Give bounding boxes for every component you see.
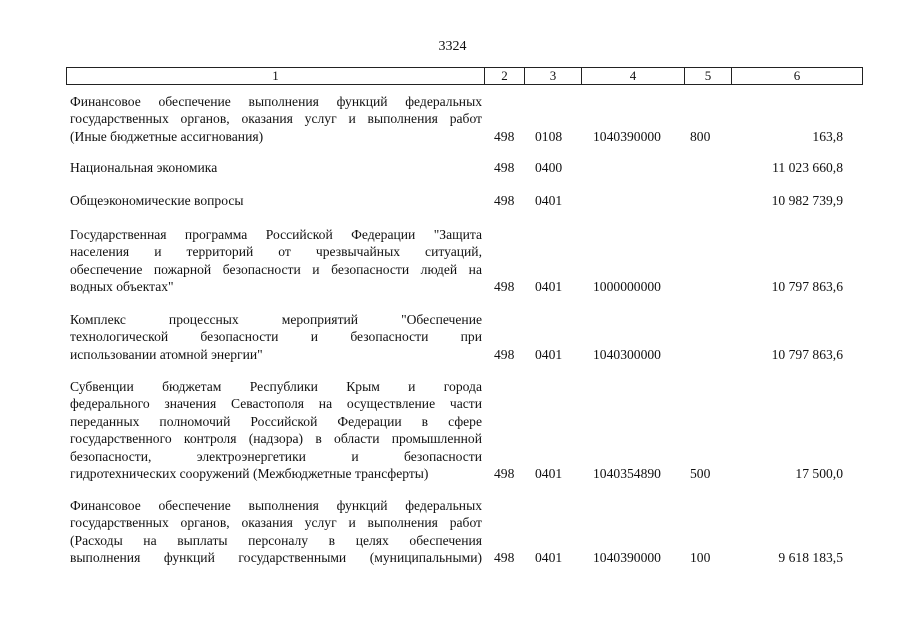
description-line: переданных полномочий Российской Федерации в сфере [70, 413, 482, 429]
description-line: выполнения функций государственными (муниципальными) [70, 550, 482, 566]
description-line: Субвенции бюджетам Республики Крым и города [70, 379, 482, 394]
description-line: Финансовое обеспечение выполнения функций федеральных [70, 94, 482, 109]
description-line: государственного контроля (надзора) в области промышленной [70, 431, 482, 447]
description-line: федерального значения Севастополя на осуществление части [70, 396, 482, 412]
cell-ministry-code: 498 [494, 193, 515, 208]
cell-amount: 11 023 660,8 [772, 160, 843, 175]
cell-amount: 10 982 739,9 [771, 193, 843, 208]
cell-ministry-code: 498 [494, 466, 515, 481]
description-line: Комплекс процессных мероприятий "Обеспечение [70, 312, 482, 327]
row-description [70, 192, 482, 209]
description-line: технологической безопасности и безопасности при [70, 329, 482, 345]
cell-amount: 17 500,0 [795, 466, 843, 481]
cell-ministry-code: 498 [494, 128, 515, 144]
cell-ministry-code: 498 [494, 346, 515, 362]
row-description [70, 378, 482, 482]
cell-target-code: 1040354890 [593, 466, 661, 481]
cell-amount: 9 618 183,5 [778, 550, 843, 566]
description-line: (Иные бюджетные ассигнования) [70, 128, 264, 144]
description-line: государственных органов, оказания услуг и выполнения работ [70, 111, 482, 127]
cell-section-code: 0401 [535, 279, 563, 295]
description-line: использовании атомной энергии" [70, 346, 263, 362]
cell-target-code: 1040390000 [593, 128, 661, 144]
cell-section-code: 0401 [535, 550, 563, 566]
description-line: гидротехнических сооружений (Межбюджетные трансферты) [70, 466, 429, 482]
cell-expense-type: 500 [690, 466, 711, 481]
row-description [70, 93, 482, 145]
description-line: Государственная программа Российской Федерации "Защита [70, 227, 482, 242]
cell-section-code: 0401 [535, 466, 563, 481]
description-line: Финансовое обеспечение выполнения функций федеральных [70, 498, 482, 513]
column-header-2: 2 [484, 68, 524, 84]
cell-expense-type: 800 [690, 128, 711, 144]
column-header-4: 4 [581, 68, 684, 84]
row-description [70, 226, 482, 296]
page-number: 3324 [438, 39, 467, 54]
cell-expense-type: 100 [690, 550, 711, 566]
cell-target-code: 1040300000 [593, 346, 661, 362]
cell-amount: 163,8 [812, 128, 843, 144]
row-description [70, 497, 482, 567]
description-line: государственных органов, оказания услуг и выполнения работ [70, 515, 482, 531]
cell-amount: 10 797 863,6 [771, 279, 843, 295]
column-header-3: 3 [524, 68, 581, 84]
column-header-5: 5 [684, 68, 731, 84]
description-line: Общеэкономические вопросы [70, 193, 244, 208]
column-header-row [66, 67, 863, 85]
description-line: населения и территорий от чрезвычайных ситуаций, [70, 244, 482, 260]
row-description [70, 311, 482, 363]
cell-target-code: 1040390000 [593, 550, 661, 566]
row-description [70, 159, 482, 176]
cell-ministry-code: 498 [494, 279, 515, 295]
cell-section-code: 0108 [535, 128, 563, 144]
description-line: (Расходы на выплаты персоналу в целях обеспечения [70, 532, 482, 548]
cell-amount: 10 797 863,6 [771, 346, 843, 362]
column-header-1: 1 [272, 68, 279, 83]
cell-ministry-code: 498 [494, 160, 515, 175]
description-line: обеспечение пожарной безопасности и безопасности людей на [70, 261, 482, 277]
description-line: безопасности, электроэнергетики и безопасности [70, 448, 482, 464]
column-header-6: 6 [731, 68, 862, 84]
description-line: Национальная экономика [70, 160, 218, 175]
description-line: водных объектах" [70, 279, 174, 295]
cell-ministry-code: 498 [494, 550, 515, 566]
cell-section-code: 0400 [535, 160, 563, 175]
cell-section-code: 0401 [535, 346, 563, 362]
cell-target-code: 1000000000 [593, 279, 661, 295]
cell-section-code: 0401 [535, 193, 563, 208]
